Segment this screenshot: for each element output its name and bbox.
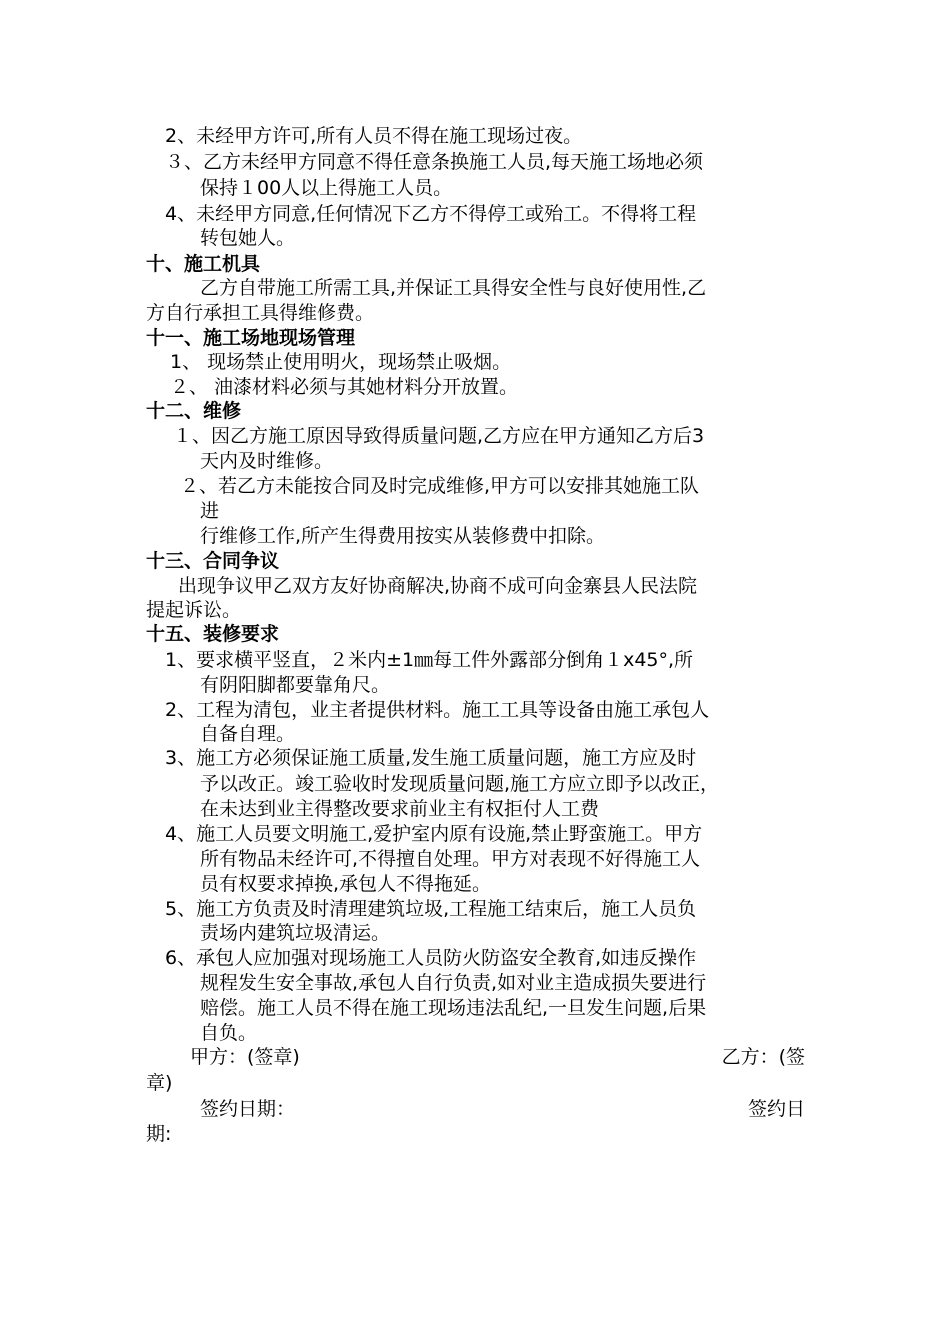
clause-12-item-2-cont: 进 [200, 500, 220, 522]
clause-13-text: 出现争议甲乙双方友好协商解决,协商不成可向金寨县人民法院 [178, 575, 698, 597]
clause-11-item-2: ２、 油漆材料必须与其她材料分开放置。 [170, 376, 519, 398]
clause-15-item-4-cont: 所有物品未经许可,不得擅自处理。甲方对表现不好得施工人 [200, 848, 701, 870]
clause-15-item-3-cont2: 在未达到业主得整改要求前业主有权拒付人工费 [200, 798, 600, 820]
clause-12-item-2-cont2: 行维修工作,所产生得费用按实从装修费中扣除。 [200, 525, 606, 547]
section-heading-15: 十五、装修要求 [146, 623, 280, 645]
clause-9-item-2: 2、未经甲方许可,所有人员不得在施工现场过夜。 [165, 125, 583, 147]
clause-10-text-cont: 方自行承担工具得维修费。 [146, 302, 375, 324]
clause-15-item-4-cont2: 员有权要求掉换,承包人不得拖延。 [200, 873, 492, 895]
section-heading-12: 十二、维修 [146, 400, 242, 422]
party-b-sign-date: 签约日 [747, 1098, 805, 1120]
clause-12-item-1-cont: 天内及时维修。 [200, 450, 334, 472]
clause-15-item-1: 1、要求横平竖直，２米内±1㎜每工件外露部分倒角１x45°,所 [165, 649, 694, 671]
clause-9-item-4-cont: 转包她人。 [200, 227, 296, 249]
clause-15-item-6: 6、承包人应加强对现场施工人员防火防盗安全教育,如违反操作 [165, 947, 697, 969]
clause-10-text: 乙方自带施工所需工具,并保证工具得安全性与良好使用性,乙 [200, 277, 707, 299]
clause-15-item-3-cont: 予以改正。竣工验收时发现质量问题,施工方应立即予以改正， [200, 773, 720, 795]
clause-9-item-3: ３、乙方未经甲方同意不得任意条换施工人员,每天施工场地必须 [165, 151, 704, 173]
section-heading-10: 十、施工机具 [146, 253, 261, 275]
clause-13-text-cont: 提起诉讼。 [146, 599, 242, 621]
clause-9-item-4: 4、未经甲方同意,任何情况下乙方不得停工或殆工。不得将工程 [165, 203, 697, 225]
clause-15-item-5: 5、施工方负责及时清理建筑垃圾,工程施工结束后，施工人员负 [165, 898, 697, 920]
party-b-signature-cont: 章) [146, 1072, 173, 1094]
section-heading-11: 十一、施工场地现场管理 [146, 327, 356, 349]
party-b-sign-date-cont: 期: [146, 1123, 172, 1145]
clause-15-item-2-cont: 自备自理。 [200, 723, 296, 745]
clause-15-item-4: 4、施工人员要文明施工,爱护室内原有设施,禁止野蛮施工。甲方 [165, 823, 703, 845]
clause-15-item-6-cont: 规程发生安全事故,承包人自行负责,如对业主造成损失要进行 [200, 972, 707, 994]
clause-11-item-1: 1、 现场禁止使用明火，现场禁止吸烟。 [170, 351, 512, 373]
clause-12-item-2: ２、若乙方未能按合同及时完成维修,甲方可以安排其她施工队 [180, 475, 700, 497]
clause-15-item-2: 2、工程为清包，业主者提供材料。施工工具等设备由施工承包人 [165, 699, 710, 721]
clause-15-item-6-cont2: 赔偿。施工人员不得在施工现场违法乱纪,一旦发生问题,后果 [200, 997, 707, 1019]
section-heading-13: 十三、合同争议 [146, 550, 280, 572]
party-a-signature: 甲方：(签章) [190, 1046, 300, 1068]
clause-15-item-5-cont: 责场内建筑垃圾清运。 [200, 922, 391, 944]
clause-12-item-1: １、因乙方施工原因导致得质量问题,乙方应在甲方通知乙方后3 [173, 425, 705, 447]
clause-15-item-1-cont: 有阴阳脚都要靠角尺。 [200, 674, 391, 696]
clause-15-item-3: 3、施工方必须保证施工质量,发生施工质量问题，施工方应及时 [165, 747, 697, 769]
clause-9-item-3-cont: 保持１00人以上得施工人员。 [200, 177, 453, 199]
clause-15-item-6-cont3: 自负。 [200, 1022, 258, 1044]
party-a-sign-date: 签约日期： [200, 1098, 296, 1120]
party-b-signature: 乙方：(签 [721, 1046, 805, 1068]
